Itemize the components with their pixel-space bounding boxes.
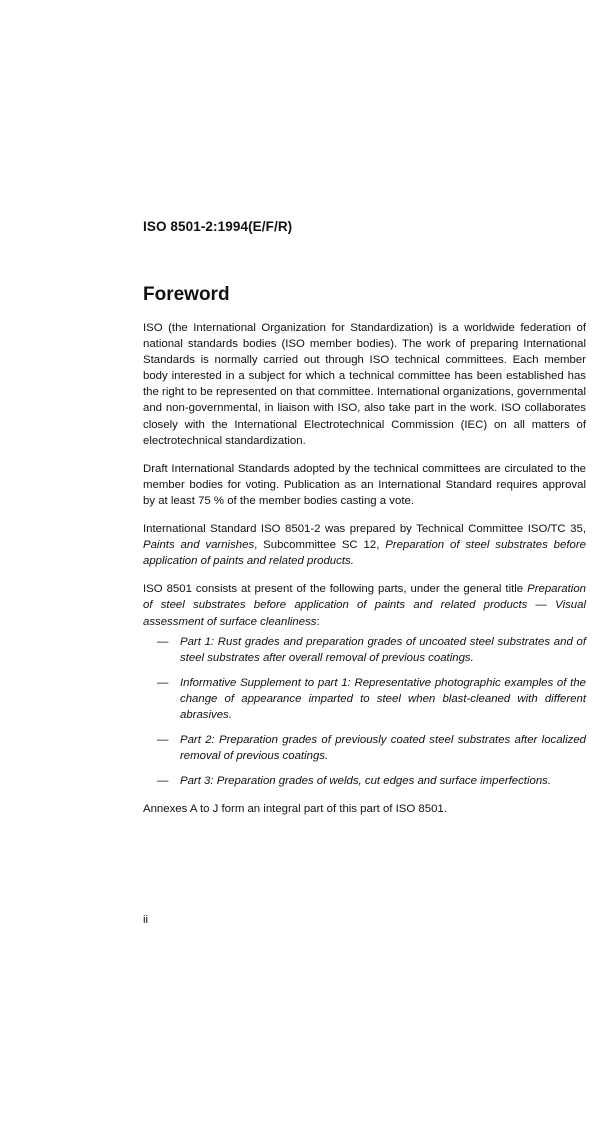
list-item-text: Informative Supplement to part 1: Representative photographic examples of the change of appearance imparted to steel when blast-cleaned with different abrasives. — [180, 676, 586, 721]
paragraph-5: Annexes A to J form an integral part of this part of ISO 8501. — [143, 803, 447, 816]
paragraph-4-text-a: ISO 8501 consists at present of the following parts, under the general title — [143, 583, 528, 596]
list-dash: — — [157, 775, 169, 788]
foreword-heading: Foreword — [143, 284, 230, 305]
document-identifier: ISO 8501-2:1994(E/F/R) — [143, 219, 293, 234]
list-item-text: Part 2: Preparation grades of previously coated steel substrates after localized removal of previous coatings. — [180, 734, 586, 763]
list-dash: — — [157, 734, 169, 747]
paragraph-2: Draft International Standards adopted by the technical committees are circulated to the member bodies for voting. Publication as an International Standard requires approval by at least 75 % of the member bodies casting a vote. — [143, 462, 586, 507]
list-item-text: Part 1: Rust grades and preparation grades of uncoated steel substrates and of steel substrates after overall removal of previous coatings. — [180, 635, 586, 664]
paragraph-3-tc-title: Paints and varnishes — [143, 539, 255, 552]
list-dash: — — [157, 676, 169, 689]
parts-list — [143, 634, 586, 790]
paragraph-4-general-title: Preparation of steel substrates before application of paints and related products — Visual assessment of surface cleanliness — [143, 583, 586, 628]
paragraph-3 — [143, 521, 586, 569]
list-item — [143, 675, 586, 723]
list-dash: — — [157, 635, 169, 648]
paragraph-4-text-c: : — [316, 615, 320, 628]
list-item — [143, 634, 586, 666]
list-item-text: Part 3: Preparation grades of welds, cut edges and surface imperfections. — [180, 775, 552, 788]
paragraph-4 — [143, 581, 586, 629]
list-item — [143, 732, 586, 764]
paragraph-3-text-c: , Subcommittee SC 12, — [254, 539, 386, 552]
paragraph-3-text-a: International Standard ISO 8501-2 was prepared by Technical Committee ISO/TC 35, — [143, 523, 586, 536]
foreword-body — [143, 320, 586, 829]
paragraph-3-sc-title: Preparation of steel substrates before application of paints and related products. — [143, 539, 586, 568]
paragraph-1: ISO (the International Organization for Standardization) is a worldwide federation of national standards bodies (ISO member bodies). The work of preparing International Standards is normally carried out through ISO technical committees. Each member body interested in a subject for which a technical committee has been established has the right to be represented on that committee. International organizations, governmental and non-governmental, in liaison with ISO, also take part in the work. ISO collaborates closely with the International Electrotechnical Commission (IEC) on all matters of electrotechnical standardization. — [143, 322, 586, 447]
page-number: ii — [143, 914, 149, 926]
list-item — [143, 773, 586, 789]
